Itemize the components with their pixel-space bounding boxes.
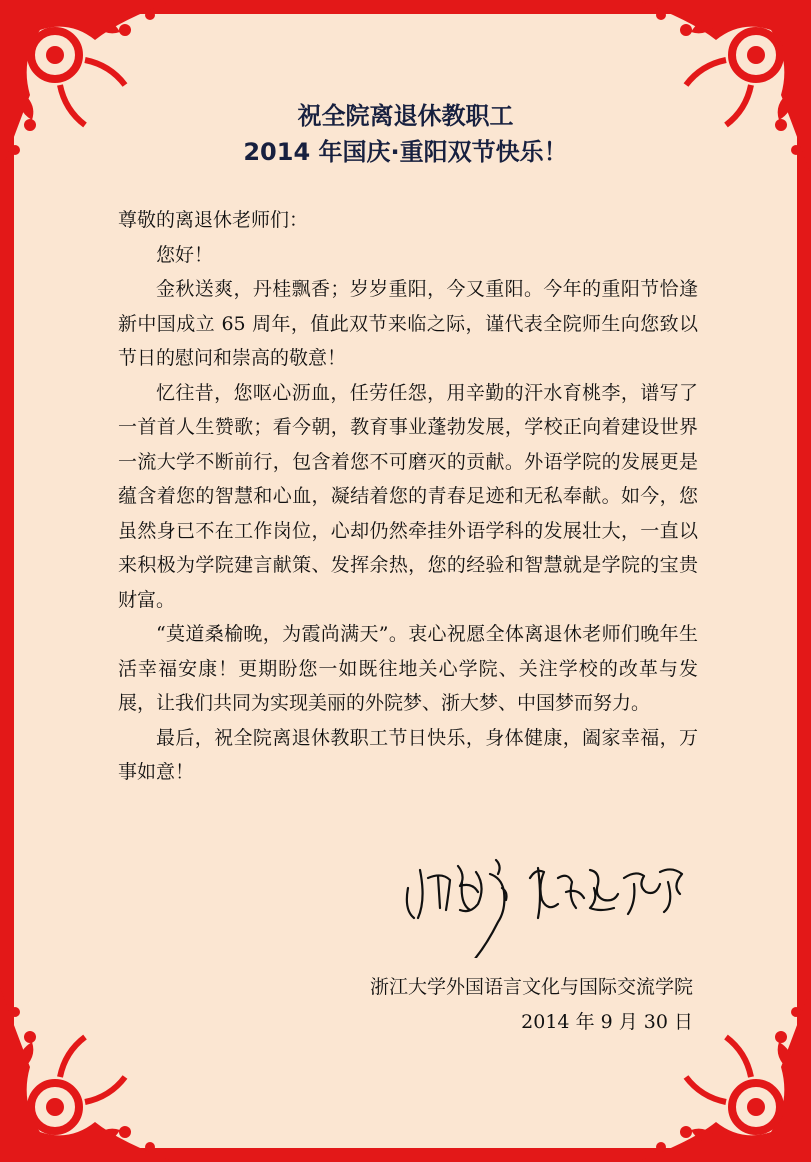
body-paragraph: “莫道桑榆晚，为霞尚满天”。衷心祝愿全体离退休老师们晚年生活幸福安康！更期盼您一如既往地关心学院、关注学校的改革与发展，让我们共同为实现美丽的外院梦、浙大梦、中国梦而努力。 — [118, 623, 698, 714]
body-paragraph: 忆往昔，您呕心沥血，任劳任怨，用辛勤的汗水育桃李，谱写了一首首人生赞歌；看今朝，教育事业蓬勃发展，学校正向着建设世界一流大学不断前行，包含着您不可磨灭的贡献。外语学院的发展更是蕴含着您的智慧和心血，凝结着您的青春足迹和无私奉献。如今，您虽然身已不在工作岗位，心却仍然牵挂外语学科的发展壮大，一直以来积极为学院建言献策、发挥余热，您的经验和智慧就是学院的宝贵财富。 — [118, 381, 698, 611]
letter-title-line-2: 2014 年国庆·重阳双节快乐！ — [243, 138, 568, 166]
salutation: 尊敬的离退休老师们： — [118, 209, 309, 231]
sender-organization: 浙江大学外国语言文化与国际交流学院 — [369, 976, 693, 998]
letter-date: 2014 年 9 月 30 日 — [521, 1011, 693, 1033]
letter-title-line-1: 祝全院离退休教职工 — [297, 102, 514, 130]
paper-cut-corner-ornament — [0, 987, 175, 1162]
letter-body — [118, 203, 698, 790]
closing-paragraph: 最后，祝全院离退休教职工节日快乐，身体健康，阖家幸福，万事如意！ — [118, 726, 698, 783]
handwritten-signature — [398, 848, 698, 958]
body-paragraph: 金秋送爽，丹桂飘香；岁岁重阳，今又重阳。今年的重阳节恰逢新中国成立 65 周年，值此双节来临之际，谨代表全院师生向您致以节日的慰问和崇高的敬意！ — [118, 278, 698, 369]
greeting-paragraph: 您好！ — [156, 243, 214, 266]
